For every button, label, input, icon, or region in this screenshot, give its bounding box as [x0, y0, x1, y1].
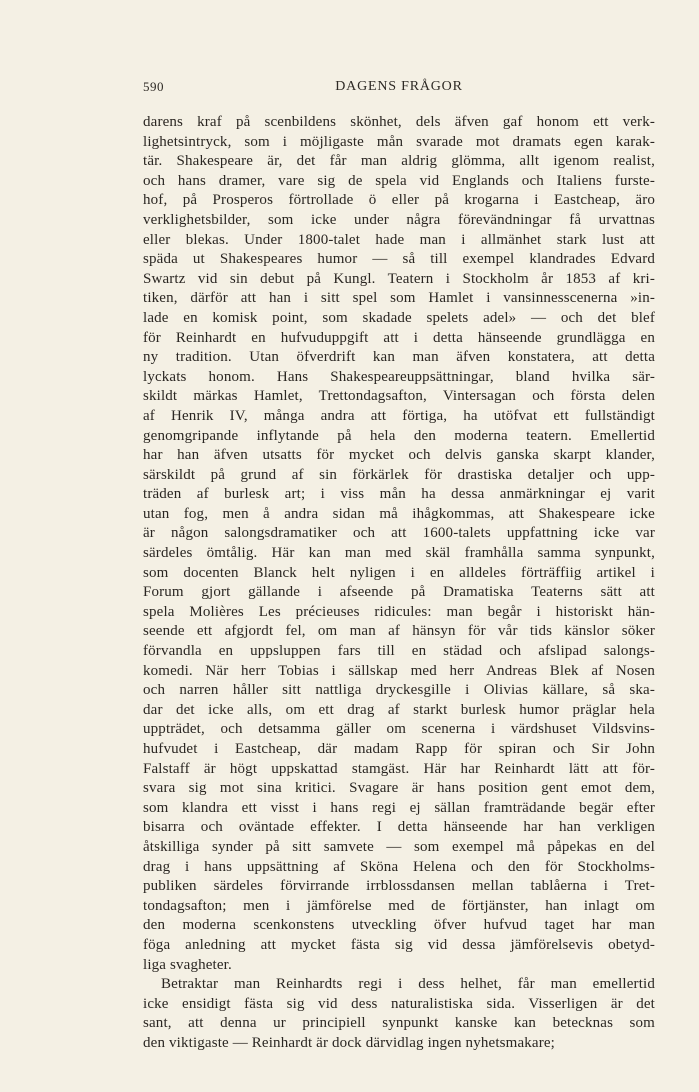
text-line: träden af burlesk art; i viss mån ha dessa anmärkningar ej varit	[143, 486, 655, 503]
text-line: har han äfven utsatts för mycket och delvis ganska skarpt klander,	[143, 447, 655, 464]
text-line: för Reinhardt en hufvuduppgift att i detta hänseende grundlägga en	[143, 329, 655, 346]
text-line: ny tradition. Utan öfverdrift kan man äfven konstatera, att detta	[143, 349, 655, 366]
text-line: särdeles ömtålig. Här kan man med skäl framhålla samma synpunkt,	[143, 545, 655, 562]
text-line: publiken särdeles förvirrande irrblossdansen mellan tablåerna i Tret-	[143, 878, 655, 895]
text-line: seende ett afgjordt fel, om man af hänsyn för vår tids känslor söker	[143, 623, 655, 640]
text-line: Falstaff är högt uppskattad stamgäst. Här har Reinhardt lätt att för-	[143, 760, 655, 777]
text-line: tondagsafton; men i jämförelse med de förtjänster, han inlagt om	[143, 897, 655, 914]
text-line: drag i hans uppsättning af Sköna Helena och den för Stockholms-	[143, 858, 655, 875]
body-text	[143, 113, 655, 1054]
text-line: Swartz vid sin debut på Kungl. Teatern i Stockholm år 1853 af kri-	[143, 270, 655, 287]
text-line: utan fog, men å andra sidan må ihågkommas, att Shakespeare icke	[143, 505, 655, 522]
text-line: tiken, därför att han i sitt spel som Hamlet i vansinnesscenerna »in-	[143, 290, 655, 307]
text-line: lade en komisk point, som skadade spelets adel» — och det blef	[143, 309, 655, 326]
text-line: liga svagheter.	[143, 956, 232, 973]
page-header	[143, 79, 655, 99]
text-line: bisarra och oväntade effekter. I detta hänseende har han verkligen	[143, 819, 655, 836]
text-line: är någon salongsdramatiker och att 1600-talets uppfattning icke var	[143, 525, 655, 542]
text-line: eller blekas. Under 1800-talet hade man i allmänhet stark lust att	[143, 231, 655, 248]
text-line: hufvudet i Eastcheap, där madam Rapp för spiran och Sir John	[143, 741, 655, 757]
text-line: genomgripande inflytande på hela den moderna teatern. Emellertid	[143, 427, 655, 444]
text-line: och hans dramer, vare sig de spela vid Englands och Italiens furste-	[143, 172, 655, 189]
text-line: icke ensidigt fästa sig vid dess naturalistiska sida. Visserligen är det	[143, 995, 655, 1012]
text-line: förvandla en uppsluppen fars till en städad och afslipad salongs-	[143, 643, 655, 660]
text-line: den viktigaste — Reinhardt är dock därvidlag ingen nyhetsmakare;	[143, 1034, 555, 1051]
text-line: lighetsintryck, som i möjligaste mån svarade mot dramats egen karak-	[143, 133, 655, 150]
text-line: komedi. När herr Tobias i sällskap med herr Andreas Blek af Nosen	[143, 662, 655, 679]
text-line: darens kraf på scenbildens skönhet, dels äfven gaf honom ett verk-	[143, 114, 655, 130]
text-line: tär. Shakespeare är, det får man aldrig glömma, allt igenom realist,	[143, 153, 655, 170]
text-line: Betraktar man Reinhardts regi i dess helhet, får man emellertid	[161, 976, 655, 993]
text-line: hof, på Prosperos förtrollade ö eller på krogarna i Eastcheap, äro	[143, 192, 655, 209]
running-head: DAGENS FRÅGOR	[335, 79, 463, 94]
text-line: spela Molières Les précieuses ridicules: man begår i historiskt hän-	[143, 603, 655, 620]
text-line: svara sig mot sina kritici. Svagare är hans position gent emot dem,	[143, 780, 655, 797]
text-line: särskildt på grund af sin förkärlek för drastiska detaljer och upp-	[143, 466, 655, 483]
text-line: verklighetsbilder, som icke under några förevändningar få urvattnas	[143, 211, 655, 228]
text-line: späda ut Shakespeares humor — så till exempel klandrades Edvard	[143, 251, 655, 268]
text-line: föga anledning att mycket fästa sig vid dessa jämförelsevis obetyd-	[143, 936, 655, 953]
text-line: skildt märkas Hamlet, Trettondagsafton, Vintersagan och första delen	[143, 388, 655, 405]
text-line: af Henrik IV, många andra att förtiga, ha utöfvat ett fullständigt	[143, 407, 655, 424]
text-line: Forum gjort gällande i afseende på Dramatiska Teaterns sätt att	[143, 584, 655, 601]
text-line: dar det icke alls, om ett drag af starkt burlesk humor präglar hela	[143, 701, 655, 718]
text-line: lyckats honom. Hans Shakespeareuppsättningar, bland hvilka sär-	[143, 368, 655, 385]
text-line: den moderna scenkonstens utveckling öfver hufvud taget har man	[143, 917, 655, 934]
page-number: 590	[143, 79, 164, 94]
text-line: som docenten Blanck helt nyligen i en alldeles förträffiig artikel i	[143, 564, 655, 581]
text-line: åtskilliga synder på sitt samvete — som exempel må påpekas en del	[143, 838, 655, 855]
text-line: sant, att denna ur principiell synpunkt kanske kan betecknas som	[143, 1015, 655, 1032]
text-line: uppträdet, och detsamma gäller om scenerna i värdshuset Vildsvins-	[143, 721, 655, 738]
text-line: som klandra ett visst i hans regi ej sällan framträdande begär efter	[143, 799, 655, 816]
text-line: och narren håller sitt nattliga dryckesgille i Olivias källare, så ska-	[143, 682, 655, 699]
